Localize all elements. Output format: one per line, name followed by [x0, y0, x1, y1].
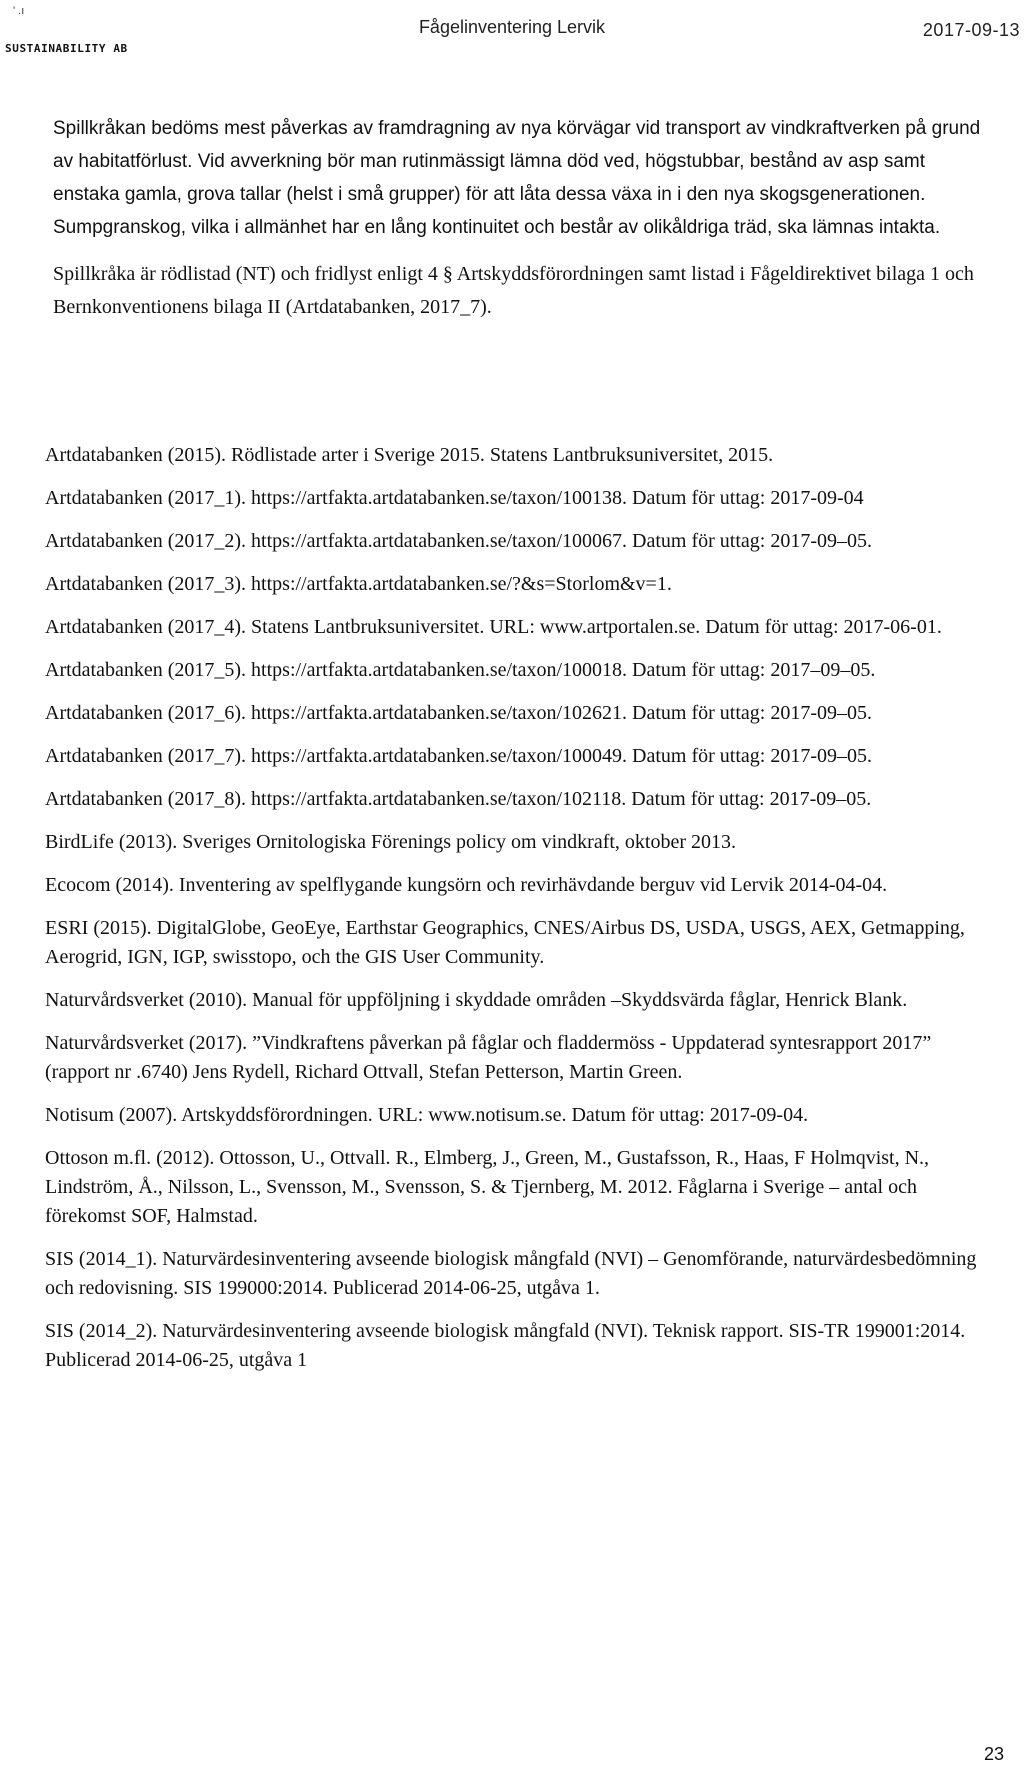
reference-item: Artdatabanken (2017_4). Statens Lantbruksuniversitet. URL: www.artportalen.se. Datum för uttag: 2017-06-01. — [45, 616, 942, 638]
document-title: Fågelinventering Lervik — [418, 17, 606, 37]
reference-item: Artdatabanken (2017_5). https://artfakta.artdatabanken.se/taxon/100018. Datum för uttag: 2017–09–05. — [45, 659, 876, 681]
reference-item: Artdatabanken (2017_7). https://artfakta.artdatabanken.se/taxon/100049. Datum för uttag: 2017-09–05. — [45, 745, 873, 767]
reference-item: Artdatabanken (2017_8). https://artfakta.artdatabanken.se/taxon/102118. Datum för uttag: 2017-09–05. — [45, 788, 872, 810]
reference-item: Artdatabanken (2017_1). https://artfakta.artdatabanken.se/taxon/100138. Datum för uttag: 2017-09-04 — [45, 487, 864, 509]
reference-item: ESRI (2015). DigitalGlobe, GeoEye, Earthstar Geographics, CNES/Airbus DS, USDA, USGS, AEX, Getmapping, Aerogrid, IGN, IGP, swisstopo, och the GIS User Community. — [45, 917, 965, 968]
reference-item: SIS (2014_2). Naturvärdesinventering avseende biologisk mångfald (NVI). Teknisk rapport. SIS-TR 199001:2014. Publicerad 2014-06-25, utgåva 1 — [45, 1320, 966, 1371]
reference-item: SIS (2014_1). Naturvärdesinventering avseende biologisk mångfald (NVI) – Genomförande, naturvärdesbedömning och redovisning. SIS 199000:2014. Publicerad 2014-06-25, utgåva 1. — [45, 1248, 977, 1299]
document-date: 2017-09-13 — [922, 20, 1020, 40]
reference-item: Ecocom (2014). Inventering av spelflygande kungsörn och revirhävdande berguv vid Lervik 2014-04-04. — [45, 874, 888, 896]
reference-item: BirdLife (2013). Sveriges Ornitologiska Förenings policy om vindkraft, oktober 2013. — [45, 831, 737, 853]
reference-item: Artdatabanken (2017_2). https://artfakta.artdatabanken.se/taxon/100067. Datum för uttag: 2017-09–05. — [45, 530, 873, 552]
reference-item: Artdatabanken (2015). Rödlistade arter i Sverige 2015. Statens Lantbruksuniversitet, 2015. — [45, 444, 774, 466]
logo-text: SUSTAINABILITY AB — [5, 42, 128, 55]
reference-item: Naturvårdsverket (2010). Manual för uppföljning i skyddade områden –Skyddsvärda fåglar, Henrick Blank. — [45, 989, 908, 1011]
page-number: 23 — [983, 1744, 1004, 1764]
reference-item: Ottoson m.fl. (2012). Ottosson, U., Ottvall. R., Elmberg, J., Green, M., Gustafsson, R., Haas, F Holmqvist, N., Lindström, Å., Nilsson, L., Svensson, M., Svensson, S. & Tjernberg, M. 2012. Fåglarna i Sverige – antal och förekomst SOF, Halmstad. — [45, 1147, 930, 1227]
paragraph-redlist: Spillkråka är rödlistad (NT) och fridlyst enligt 4 § Artskyddsförordningen samt listad i Fågeldirektivet bilaga 1 och Bernkonventionens bilaga II (Artdatabanken, 2017_7). — [53, 263, 974, 318]
reference-list — [45, 441, 1000, 1389]
paragraph-habitat: Spillkråkan bedöms mest påverkas av framdragning av nya körvägar vid transport av vindkraftverken på grund av habitatförlust. Vid avverkning bör man rutinmässigt lämna död ved, högstubbar, bestånd av asp samt enstaka gamla, grova tallar (helst i små grupper) för att låta dessa växa in i den nya skogsgenerationen. Sumpgranskog, vilka i allmänhet har en lång kontinuitet och består av olikåldriga träd, ska lämnas intakta. — [53, 118, 981, 238]
reference-item: Naturvårdsverket (2017). ”Vindkraftens påverkan på fåglar och fladdermöss - Uppdaterad syntesrapport 2017” (rapport nr .6740) Jens Rydell, Richard Ottvall, Stefan Petterson, Martin Green. — [45, 1032, 932, 1083]
reference-item: Notisum (2007). Artskyddsförordningen. URL: www.notisum.se. Datum för uttag: 2017-09-04. — [45, 1104, 809, 1126]
reference-item: Artdatabanken (2017_3). https://artfakta.artdatabanken.se/?&s=Storlom&v=1. — [45, 573, 672, 595]
logo-marks: ' .ı — [13, 5, 25, 17]
body-text — [53, 112, 993, 338]
reference-item: Artdatabanken (2017_6). https://artfakta.artdatabanken.se/taxon/102621. Datum för uttag: 2017-09–05. — [45, 702, 873, 724]
page-header — [0, 0, 1024, 60]
